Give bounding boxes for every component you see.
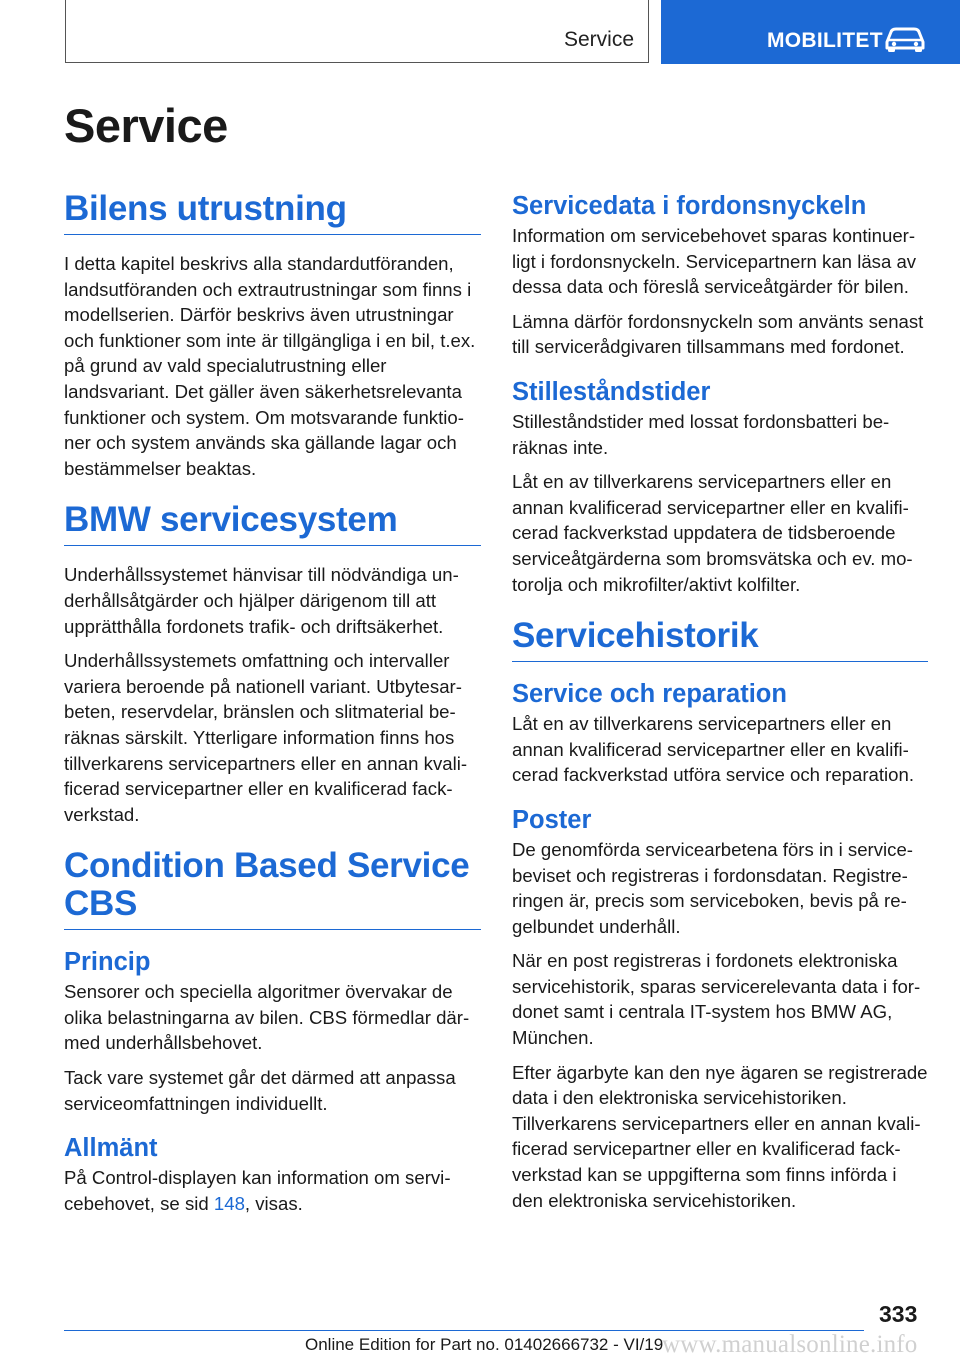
paragraph: Efter ägarbyte kan den nye ägaren se registrerade data i den elektroniska servicehistoriken. Tillverkarens servicepartners eller en annan kvalificerad servicepartner eller en kvalificerad fackverkstad kan se uppgifterna som finns införda i den elektroniska servicehistoriken.: [512, 1061, 928, 1211]
heading-condition-based-service: Condition Based Service CBS: [64, 847, 481, 930]
watermark: www.manualsonline.info: [662, 1331, 918, 1358]
heading-bmw-servicesystem: BMW servicesystem: [64, 501, 481, 546]
paragraph: Sensorer och speciella algoritmer övervakar de olika belastningarna av bilen. CBS förmedlar därmed underhållsbehovet.: [64, 981, 470, 1054]
heading-service-och-reparation: Service och reparation: [512, 680, 787, 709]
paragraph: Underhållssystemet hänvisar till nödvändiga underhållsåtgärder och hjälper därigenom till att upprätthålla fordonets trafik- och driftsäkerhet.: [64, 564, 459, 637]
paragraph: Låt en av tillverkarens servicepartners eller en annan kvalificerad servicepartner eller en kvalificerad fackverkstad uppdatera de tidsberoende serviceåtgärderna som bromsvätska och ev. motorolja och mikrofilter/aktivt kolfilter.: [512, 471, 913, 595]
paragraph: Tack vare systemet går det därmed att anpassa serviceomfattningen individuellt.: [64, 1067, 456, 1114]
page-title: Service: [64, 99, 228, 152]
header-chapter-label: MOBILITET: [767, 29, 883, 52]
paragraph: När en post registreras i fordonets elektroniska servicehistorik, sparas servicerelevanta data i fordonet samt i centrala IT-system hos BMW AG, München.: [512, 950, 921, 1049]
heading-servicedata: Servicedata i fordonsnyckeln: [512, 192, 867, 220]
heading-allmant: Allmänt: [64, 1134, 158, 1163]
heading-stillestandstider: Stilleståndstider: [512, 377, 711, 406]
right-column: [512, 190, 928, 1222]
page-number: 333: [879, 1301, 918, 1327]
paragraph: Stilleståndstider med lossat fordonsbatteri beräknas inte.: [512, 410, 890, 458]
paragraph: [64, 1165, 481, 1216]
car-icon: [884, 26, 926, 52]
footer-edition-text: Online Edition for Part no. 01402666732 - VI/19: [305, 1335, 664, 1354]
header-section-box: [65, 0, 649, 63]
heading-princip: Princip: [64, 948, 151, 977]
heading-poster: Poster: [512, 805, 592, 834]
paragraph-text: , visas.: [244, 1192, 303, 1214]
paragraph: I detta kapitel beskrivs alla standardutföranden, landsutföranden och extrautrustningar som finns i modellserien. Därför beskrivs även utrustningar och funktioner som inte är tillgängliga i en bil, t.ex. på grund av vald specialutrustning eller landsvariant. Det gäller även säkerhetsrelevanta funktioner och system. Om motsvarande funktioner och system används ska gällande lagar och bestämmelser beaktas.: [64, 253, 476, 479]
paragraph: Låt en av tillverkarens servicepartners eller en annan kvalificerad servicepartner eller en kvalificerad fackverkstad utföra service och reparation.: [512, 713, 915, 786]
heading-bilens-utrustning: Bilens utrustning: [64, 190, 481, 235]
paragraph: Underhållssystemets omfattning och intervaller variera beroende på nationell variant. Utbytesarbeten, reservdelar, bränslen och slitmaterial beräknas särskilt. Ytterligare information finns hos tillverkarens servicepartners eller en annan kvalificerad servicepartner eller en kvalificerad fackverkstad.: [64, 650, 468, 825]
page-reference-link[interactable]: 148: [213, 1192, 245, 1214]
header-chapter-tab[interactable]: [661, 0, 960, 64]
heading-servicehistorik: Servicehistorik: [512, 617, 928, 662]
paragraph: De genomförda servicearbetena förs in i servicebeviset och registreras i fordonsdatan. Registreringen är, precis som serviceboken, bevis på regelbundet underhåll.: [512, 838, 913, 937]
paragraph-text: På Control-displayen kan information om servicebehovet, se sid: [64, 1167, 451, 1214]
paragraph: Lämna därför fordonsnyckeln som använts senast till servicerådgivaren tillsammans med fordonet.: [512, 310, 924, 358]
paragraph: Information om servicebehovet sparas kontinuerligt i fordonsnyckeln. Servicepartnern kan läsa av dessa data och föreslå serviceåtgärder för bilen.: [512, 225, 917, 298]
header-section-title: Service: [563, 28, 634, 51]
left-column: [64, 190, 481, 1225]
